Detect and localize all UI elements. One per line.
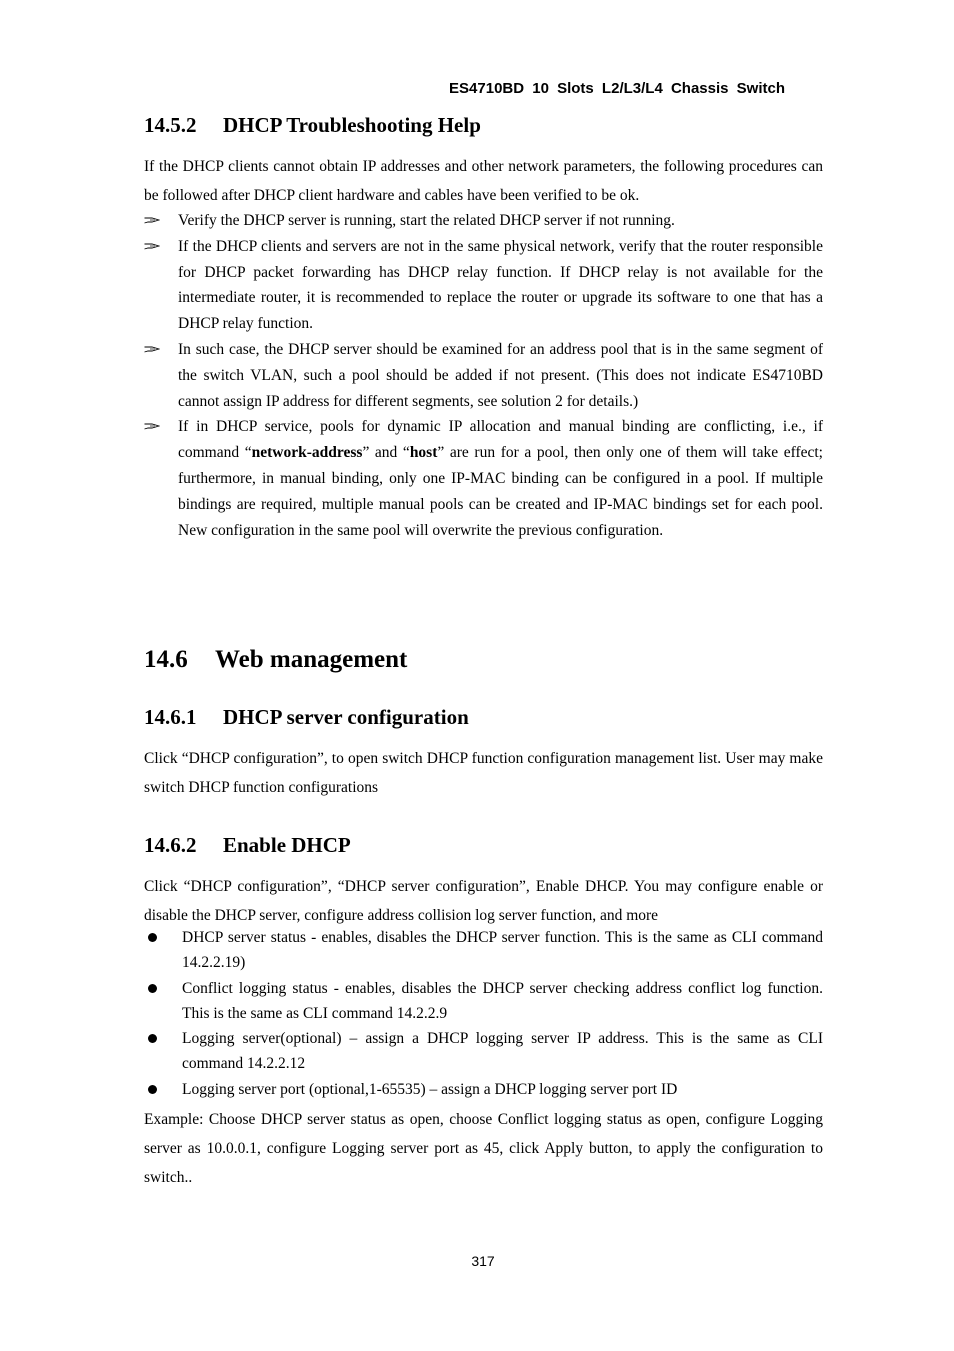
list-item-text: In such case, the DHCP server should be examined for an address pool that is in the same segment of the switch VLAN, such a pool should be added if not present. (This does not indicate ES4710BD cannot assign IP address for different segments, see solution 2 for details.): [178, 340, 823, 410]
troubleshooting-intro: If the DHCP clients cannot obtain IP addresses and other network parameters, the following procedures can be followed after DHCP client hardware and cables have been verified to be ok.: [144, 158, 823, 204]
dhcp-server-config-text: Click “DHCP configuration”, to open switch DHCP function configuration management list. User may make switch DHCP function configurations: [144, 750, 823, 796]
heading-14-6-2: [144, 833, 351, 858]
list-item: [144, 925, 823, 975]
list-item-text: Conflict logging status - enables, disables the DHCP server checking address conflict log function. This is the same as CLI command 14.2.2.9: [182, 979, 823, 1022]
list-item: [144, 1026, 823, 1076]
bullet-icon: [148, 984, 157, 993]
example-paragraph: Example: Choose DHCP server status as open, choose Conflict logging status as open, configure Logging server as 10.0.0.1, configure Logging server port as 45, click Apply button, to apply the configuration to switch..: [144, 1111, 823, 1186]
running-header: ES4710BD 10 Slots L2/L3/L4 Chassis Switch: [449, 80, 785, 97]
section-number: 14.5.2: [144, 113, 197, 137]
page-number: 317: [471, 1253, 495, 1269]
list-item: [144, 414, 823, 543]
list-item: [144, 208, 823, 234]
section-title: DHCP server configuration: [223, 705, 469, 729]
heading-14-6-1: [144, 705, 469, 730]
text-run: ” are run for a pool, then only one of them will take effect; furthermore, in manual binding, only one IP-MAC binding can be configured in a pool. If multiple bindings are required, multiple manual pools can be created and IP-MAC bindings set for each pool. New configuration in the same pool will overwrite the previous configuration.: [178, 444, 823, 539]
pointing-hand-icon: [144, 242, 160, 250]
bullet-icon: [148, 933, 157, 942]
pointing-hand-icon: [144, 345, 160, 353]
heading-14-5-2: [144, 113, 481, 138]
command-host: host: [409, 444, 438, 462]
section-number: 14.6.2: [144, 833, 197, 857]
list-item-text: Verify the DHCP server is running, start the related DHCP server if not running.: [178, 212, 675, 229]
list-item-text: DHCP server status - enables, disables the DHCP server function. This is the same as CLI command 14.2.2.19): [182, 929, 823, 971]
pointing-hand-icon: [144, 216, 160, 224]
list-item: [144, 976, 823, 1026]
list-item-text: Logging server port (optional,1-65535) – assign a DHCP logging server port ID: [182, 1080, 678, 1098]
troubleshooting-list: [144, 208, 823, 543]
section-title: Web management: [215, 646, 408, 673]
section-number: 14.6: [144, 646, 188, 673]
list-item: [144, 234, 823, 337]
list-item-text: [178, 418, 823, 538]
section-title: Enable DHCP: [223, 833, 351, 857]
list-item-text: If the DHCP clients and servers are not in the same physical network, verify that the router responsible for DHCP packet forwarding has DHCP relay function. If DHCP relay is not available for the intermediate router, it is recommended to replace the router or upgrade its software to one that has a DHCP relay function.: [178, 237, 823, 333]
enable-dhcp-options: [144, 925, 823, 1102]
text-run: If in DHCP service, pools for dynamic IP allocation and manual binding are conflicting, i.e., if command “: [178, 418, 823, 462]
bullet-icon: [148, 1034, 157, 1043]
list-item: [144, 337, 823, 414]
enable-dhcp-intro: Click “DHCP configuration”, “DHCP server configuration”, Enable DHCP. You may configure enable or disable the DHCP server, configure address collision log server function, and more: [144, 878, 823, 924]
section-number: 14.6.1: [144, 705, 197, 729]
list-item: [144, 1077, 823, 1102]
pointing-hand-icon: [144, 422, 160, 430]
section-title: DHCP Troubleshooting Help: [223, 113, 481, 137]
heading-14-6: [144, 646, 407, 674]
bullet-icon: [148, 1085, 157, 1094]
list-item-text: Logging server(optional) – assign a DHCP logging server IP address. This is the same as CLI command 14.2.2.12: [182, 1030, 823, 1072]
text-run: ” and “: [362, 444, 410, 462]
command-network-address: network-address: [251, 444, 363, 462]
